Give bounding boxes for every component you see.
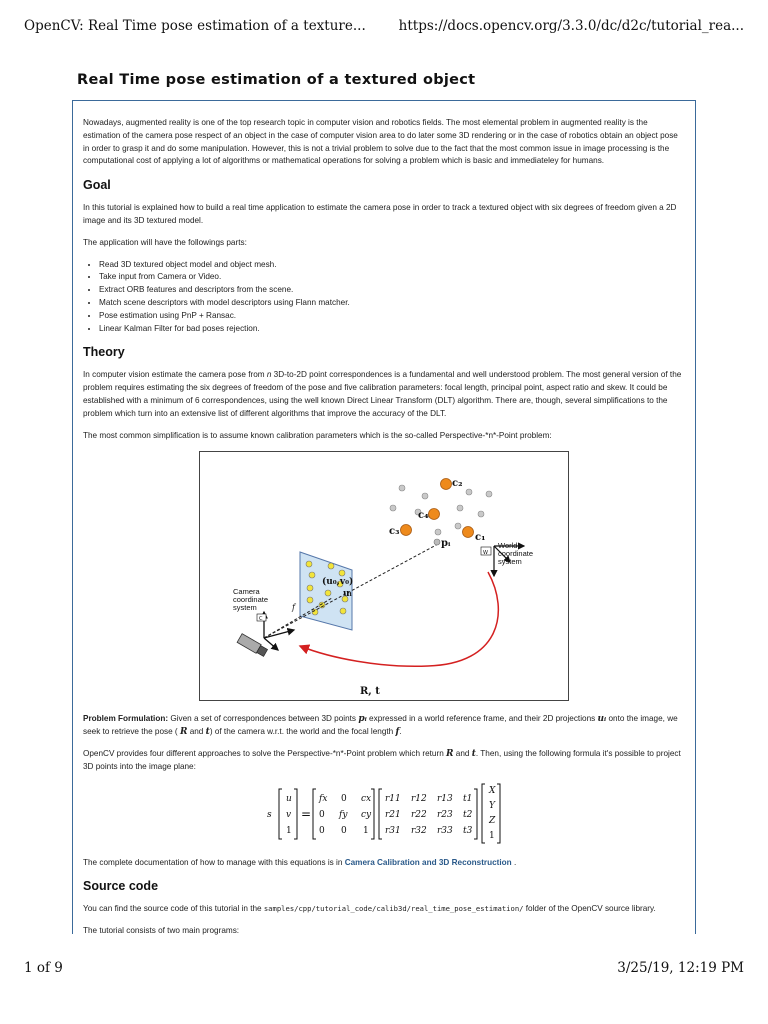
list-item: • Linear Kalman Filter for bad poses rejection.	[99, 323, 685, 336]
theory-paragraph-3	[83, 748, 685, 774]
text-run: You can find the source code of this tutorial in the	[83, 904, 264, 914]
label-c: C	[259, 616, 263, 623]
list-item: • Pose estimation using PnP + Ransac.	[99, 310, 685, 323]
k-33: 1	[363, 825, 369, 836]
label-ui: uᵢ	[343, 589, 352, 600]
rt-31: r31	[385, 825, 401, 836]
calibration-doc-link[interactable]: Camera Calibration and 3D Reconstruction	[344, 857, 512, 867]
math-pi: pᵢ	[358, 714, 367, 725]
page-url[interactable]: https://docs.opencv.org/3.3.0/dc/d2c/tutorial_rea...	[398, 18, 744, 34]
formula-equals: =	[301, 806, 312, 821]
rt-13: r13	[437, 793, 453, 804]
goal-list	[83, 259, 685, 336]
text-run: and	[187, 727, 206, 737]
list-item: • Match scene descriptors with model descriptors using Flann matcher.	[99, 297, 685, 310]
world-label-3: system	[498, 557, 522, 567]
label-uv: (u₀,v₀)	[322, 577, 354, 588]
text-run: and	[453, 748, 472, 758]
theory-paragraph-4	[83, 857, 685, 870]
rt-32: r32	[411, 825, 427, 836]
text-run: The complete documentation of how to manage with this equations is in	[83, 857, 345, 867]
text-run: ) of the camera w.r.t. the world and the focal length	[209, 727, 396, 737]
formula-v: v	[286, 809, 292, 820]
problem-label: Problem Formulation:	[83, 714, 169, 724]
list-item: • Read 3D textured object model and object mesh.	[99, 259, 685, 272]
text-run: .	[399, 727, 402, 737]
x-2: Y	[489, 800, 495, 811]
document-title: Real Time pose estimation of a textured object	[77, 72, 476, 88]
k-32: 0	[341, 825, 347, 836]
intro-paragraph: Nowadays, augmented reality is one of the top research topic in computer vision and robotics fields. The most elemental problem in augmented reality is the estimation of the camera pose respect of an object in the case of computer vision area to do later some 3D rendering or in the case of robotics obtain an object pose in order to grasp it and do some manipulation. However, this is not a trivial problem to solve due to the fact that the most common issue in image processing is the computational cost of applying a lot of algorithms or mathematical operations for solving a problem which is basic and immediateley for humans.	[83, 118, 678, 166]
label-w: W	[483, 550, 488, 557]
rt-22: r22	[411, 809, 427, 820]
text-run: 3D-to-2D point correspondences is a fundamental and well understood problem. The most general version of the problem requires estimating the six degrees of freedom of the pose and five calibration parameters: focal length, principal point, aspect ratio and skew. It could be established with a minimum of 6 correspondences, using the well known Direct Linear Transform (DLT) algorithm. There are, though, several simplifications to the problem which turn into an extensive list of different algorithms that improve the accuracy of the DLT.	[83, 370, 682, 418]
text-run: OpenCV provides four different approaches to solve the Perspective-*n*-Point problem which return	[83, 748, 447, 758]
x-1: X	[489, 785, 496, 796]
camera-label-1: Camera	[233, 587, 260, 597]
projection-formula	[83, 783, 685, 845]
world-label-2: coordinate	[498, 549, 534, 559]
label-c4: c₄	[418, 510, 429, 522]
list-item: • Take input from Camera or Video.	[99, 271, 685, 284]
main-content	[83, 117, 685, 947]
k-13: cx	[361, 793, 372, 804]
math-n: n	[266, 370, 272, 380]
page-number: 1 of 9	[24, 960, 63, 976]
theory-paragraph-1	[83, 369, 685, 420]
k-22: fy	[339, 809, 348, 820]
k-23: cy	[361, 809, 372, 820]
rt-14: t1	[463, 793, 473, 804]
formula-u: u	[286, 793, 292, 804]
world-label-1: World	[498, 541, 518, 551]
text-run: In computer vision estimate the camera pose from	[83, 370, 267, 380]
math-ui: uᵢ	[597, 714, 607, 725]
formula-one: 1	[286, 825, 292, 836]
print-header	[0, 18, 768, 40]
math-t: t	[205, 727, 210, 738]
rt-34: t3	[463, 825, 473, 836]
k-31: 0	[319, 825, 325, 836]
text-run: Given a set of correspondences between 3D points	[168, 714, 359, 724]
rt-23: r23	[437, 809, 453, 820]
label-pi: pᵢ	[441, 538, 451, 550]
rt-11: r11	[385, 793, 401, 804]
text-run: expressed in a world reference frame, and their 2D projections	[366, 714, 598, 724]
theory-heading: Theory	[83, 345, 125, 360]
math-t: t	[471, 748, 476, 759]
k-21: 0	[319, 809, 325, 820]
math-f: f	[395, 727, 400, 738]
goal-parts-intro: The application will have the followings parts:	[83, 237, 247, 247]
goal-paragraph: In this tutorial is explained how to build a real time application to estimate the camera pose in order to track a textured object with six degrees of freedom given a 2D image and its 3D textured model.	[83, 203, 677, 225]
rt-33: r33	[437, 825, 453, 836]
goal-heading: Goal	[83, 178, 111, 193]
source-paragraph-2: The tutorial consists of two main programs:	[83, 926, 240, 936]
label-c3: c₃	[389, 526, 400, 538]
label-f: f	[292, 603, 295, 613]
label-c2: c₂	[452, 478, 463, 490]
rt-24: t2	[463, 809, 473, 820]
label-c1: c₁	[475, 532, 486, 544]
rt-21: r21	[385, 809, 401, 820]
camera-axes	[264, 612, 294, 650]
text-run: . Then, using the following formula it's possible to project 3D points into the image plane:	[83, 748, 681, 771]
k-11: fx	[319, 793, 328, 804]
x-4: 1	[489, 830, 495, 841]
list-item: • Extract ORB features and descriptors from the scene.	[99, 284, 685, 297]
source-paragraph-1	[83, 903, 685, 916]
pnp-diagram-svg	[200, 452, 568, 700]
point-pi	[434, 539, 440, 545]
k-12: 0	[341, 793, 347, 804]
formula-svg	[263, 783, 503, 845]
problem-formulation	[83, 713, 685, 739]
pnp-diagram	[199, 451, 569, 701]
source-path: samples/cpp/tutorial_code/calib3d/real_time_pose_estimation/	[263, 904, 524, 914]
camera-label-3: system	[233, 603, 257, 613]
text-run: onto the image, we seek to retrieve the pose (	[83, 714, 678, 737]
rt-12: r12	[411, 793, 427, 804]
math-R: R	[179, 727, 188, 738]
theory-paragraph-2: The most common simplification is to assume known calibration parameters which is the so-called Perspective-*n*-Point problem:	[83, 430, 552, 440]
label-rt: R, t	[360, 686, 380, 698]
camera-label-2: coordinate	[233, 595, 269, 605]
print-timestamp: 3/25/19, 12:19 PM	[617, 960, 744, 976]
text-run: folder of the OpenCV source library.	[523, 904, 656, 914]
browser-page-title: OpenCV: Real Time pose estimation of a texture...	[24, 18, 366, 34]
text-run: .	[511, 857, 517, 867]
formula-s: s	[267, 809, 272, 820]
source-code-heading: Source code	[83, 879, 159, 894]
x-3: Z	[489, 815, 496, 826]
math-R: R	[446, 748, 454, 759]
